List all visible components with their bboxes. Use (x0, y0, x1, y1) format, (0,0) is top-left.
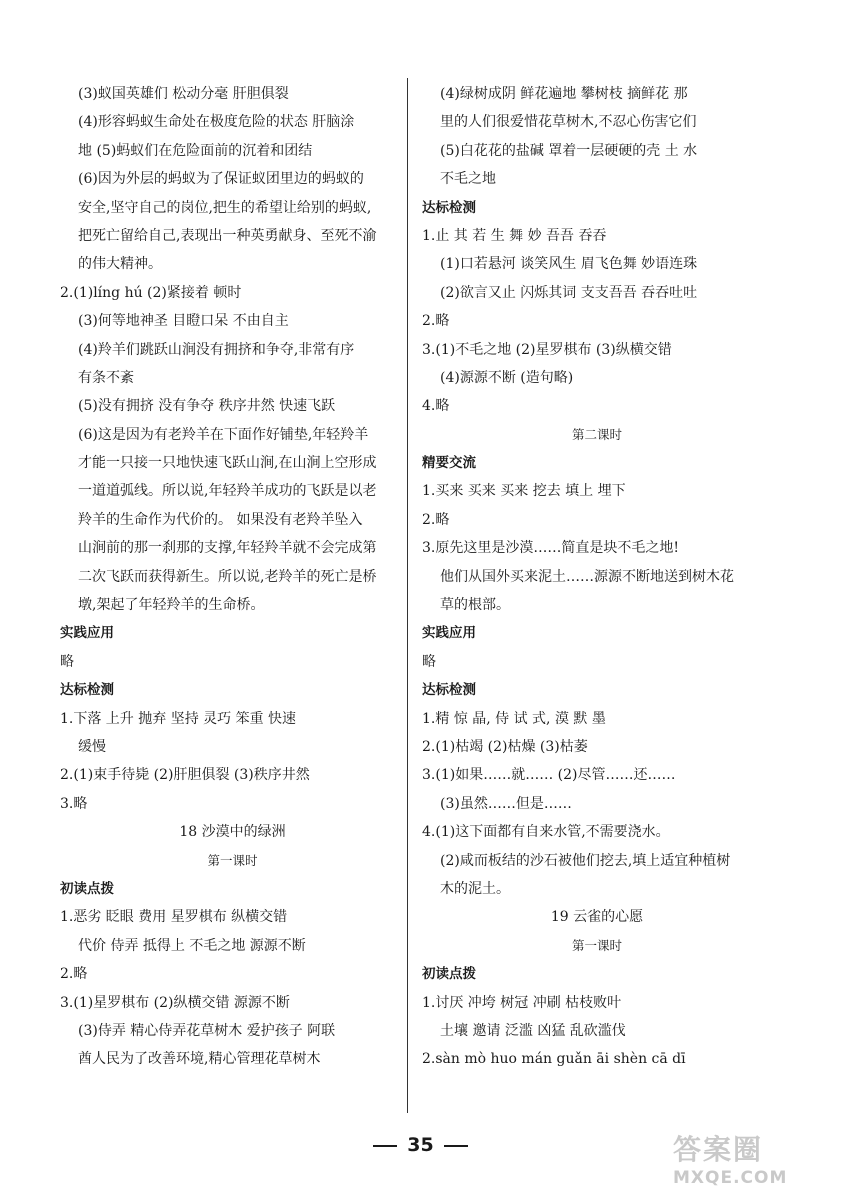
answer-line: (1)口若悬河 谈笑风生 眉飞色舞 妙语连珠 (440, 256, 698, 273)
lesson-title: 18 沙漠中的绿洲 (179, 824, 286, 841)
answer-line: (5)没有拥挤 没有争夺 秩序井然 快速飞跃 (78, 398, 336, 415)
section-heading: 达标检测 (60, 682, 114, 699)
answer-line: 1.下落 上升 抛弃 坚持 灵巧 笨重 快速 (60, 710, 297, 727)
answer-line: (4)形容蚂蚁生命处在极度危险的状态 肝脑涂 (78, 114, 355, 131)
answer-line: (4)源源不断 (造句略) (440, 369, 574, 386)
answer-line: 里的人们很爱惜花草树木,不忍心伤害它们 (440, 114, 697, 131)
answer-line: 才能一只接一只地快速飞跃山涧,在山涧上空形成 (78, 455, 377, 472)
watermark-logo (673, 1128, 823, 1190)
answer-line: 2.略 (422, 313, 450, 330)
watermark-line1: 答案圈 (673, 1133, 764, 1166)
answer-line: (3)何等地神圣 目瞪口呆 不由自主 (78, 313, 289, 330)
answer-line: 2.(1)束手待毙 (2)肝胆俱裂 (3)秩序井然 (60, 767, 310, 784)
answer-line: (3)侍弄 精心侍弄花草树木 爱护孩子 阿联 (78, 1022, 336, 1039)
answer-line: 3.(1)如果……就…… (2)尽管……还…… (422, 767, 676, 784)
answer-line: 1.恶劣 眨眼 费用 星罗棋布 纵横交错 (60, 909, 288, 926)
watermark-line2: MXQE.COM (673, 1168, 788, 1188)
answer-line: (6)因为外层的蚂蚁为了保证蚁团里边的蚂蚁的 (78, 171, 364, 188)
lesson-subtitle: 第二课时 (571, 426, 622, 442)
lesson-subtitle: 第一课时 (207, 852, 258, 868)
answer-line: 3.原先这里是沙漠……简直是块不毛之地! (422, 540, 679, 557)
section-heading: 精要交流 (422, 455, 476, 472)
answer-line: 草的根部。 (440, 597, 510, 614)
column-divider (407, 78, 408, 1113)
answer-line: 他们从国外买来泥土……源源不断地送到树木花 (440, 568, 734, 585)
page-number-text: 35 (407, 1134, 434, 1156)
answer-line: (4)绿树成阴 鲜花遍地 攀树枝 摘鲜花 那 (440, 86, 688, 102)
answer-line: 略 (422, 653, 436, 670)
answer-line: 地 (5)蚂蚁们在危险面前的沉着和团结 (78, 142, 313, 159)
right-column (422, 80, 772, 1074)
answer-line: (3)蚁国英雄们 松动分毫 肝胆俱裂 (78, 86, 289, 102)
dash-right (444, 1145, 468, 1147)
answer-line: 二次飞跃而获得新生。所以说,老羚羊的死亡是桥 (78, 568, 377, 585)
answer-line: 1.精 惊 晶, 侍 试 式, 漠 默 墨 (422, 710, 606, 727)
section-heading: 达标检测 (422, 682, 476, 699)
dash-left (373, 1145, 397, 1147)
left-column (60, 80, 405, 1074)
answer-line: 4.略 (422, 398, 450, 415)
section-heading: 初读点拨 (60, 880, 114, 897)
answer-line: 代价 侍弄 抵得上 不毛之地 源源不断 (78, 937, 306, 954)
answer-line: (5)白花花的盐碱 罩着一层硬硬的壳 土 水 (440, 142, 698, 159)
answer-line: 不毛之地 (440, 171, 496, 188)
answer-line: 有条不紊 (78, 369, 134, 386)
answer-line: 4.(1)这下面都有自来水管,不需要浇水。 (422, 824, 670, 841)
answer-line: (3)虽然……但是…… (440, 795, 572, 812)
answer-line: 酋人民为了改善环境,精心管理花草树木 (78, 1051, 321, 1068)
answer-line: 1.买来 买来 买来 挖去 填上 埋下 (422, 483, 626, 500)
answer-line: 3.略 (60, 795, 88, 812)
answer-line: 2.sàn mò huo mán guǎn āi shèn cā dī (422, 1051, 686, 1068)
answer-line: 把死亡留给自己,表现出一种英勇献身、至死不渝 (78, 227, 377, 244)
answer-line: (2)欲言又止 闪烁其词 支支吾吾 吞吞吐吐 (440, 284, 698, 301)
section-heading: 达标检测 (422, 199, 476, 216)
answer-line: (6)这是因为有老羚羊在下面作好铺垫,年轻羚羊 (78, 426, 369, 443)
answer-line: 缓慢 (78, 738, 106, 755)
lesson-title: 19 云雀的心愿 (550, 909, 644, 926)
answer-line: 的伟大精神。 (78, 256, 162, 273)
answer-line: 一道道弧线。所以说,年轻羚羊成功的飞跃是以老 (78, 483, 377, 500)
answer-line: 山涧前的那一刹那的支撑,年轻羚羊就不会完成第 (78, 540, 377, 557)
answer-line: 2.略 (422, 511, 450, 528)
answer-line: 2.(1)枯竭 (2)枯燥 (3)枯萎 (422, 738, 588, 755)
answer-line: (4)羚羊们跳跃山涧没有拥挤和争夺,非常有序 (78, 341, 355, 358)
answer-line: 略 (60, 653, 74, 670)
section-heading: 初读点拨 (422, 966, 476, 983)
answer-line: 土壤 邀请 泛滥 凶猛 乱砍滥伐 (440, 1022, 626, 1039)
answer-line: 2.(1)líng hú (2)紧接着 顿时 (60, 284, 242, 301)
answer-line: 木的泥土。 (440, 880, 510, 897)
answer-line: 2.略 (60, 966, 88, 983)
answer-line: 羚羊的生命作为代价的。 如果没有老羚羊坠入 (78, 511, 363, 528)
answer-line: 3.(1)不毛之地 (2)星罗棋布 (3)纵横交错 (422, 341, 672, 358)
answer-line: (2)咸而板结的沙石被他们挖去,填上适宜种植树 (440, 852, 731, 869)
answer-line: 1.讨厌 冲垮 树冠 冲刷 枯枝败叶 (422, 994, 622, 1011)
answer-line: 1.止 其 若 生 舞 妙 吾吾 吞吞 (422, 227, 607, 244)
answer-line: 安全,坚守自己的岗位,把生的希望让给别的蚂蚁, (78, 199, 372, 216)
section-heading: 实践应用 (60, 625, 114, 642)
lesson-subtitle: 第一课时 (571, 937, 622, 953)
answer-line: 3.(1)星罗棋布 (2)纵横交错 源源不断 (60, 994, 290, 1011)
answer-line: 墩,架起了年轻羚羊的生命桥。 (78, 597, 265, 614)
section-heading: 实践应用 (422, 625, 476, 642)
